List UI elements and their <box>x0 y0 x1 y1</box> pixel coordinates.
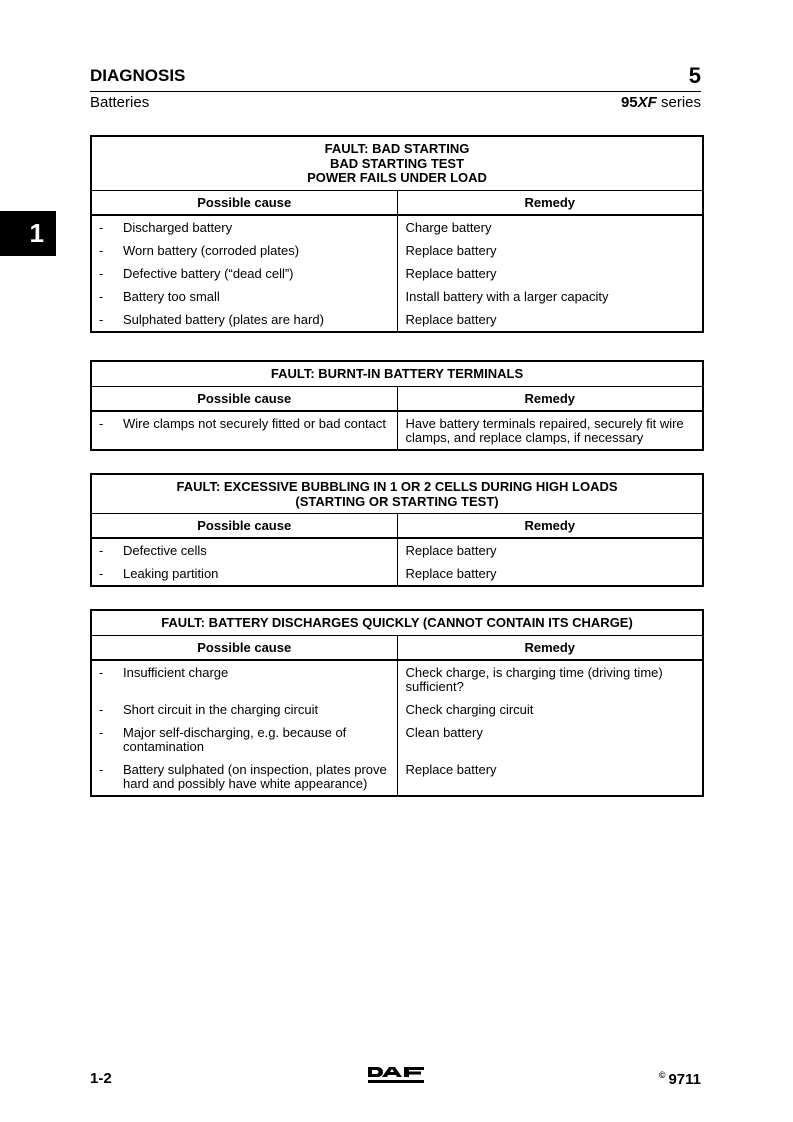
cause-text: Short circuit in the charging circuit <box>123 701 319 717</box>
cause-cell <box>91 285 397 308</box>
cause-cell <box>91 538 397 562</box>
remedy-text: Replace battery <box>405 543 497 558</box>
fault-title-line: FAULT: BURNT-IN BATTERY TERMINALS <box>270 366 524 381</box>
remedy-cell <box>397 285 703 308</box>
bullet-dash: - <box>99 219 104 235</box>
cause-cell <box>91 660 397 698</box>
remedy-text: Replace battery <box>405 566 497 581</box>
document-code: 9711 <box>668 1071 701 1088</box>
remedy-cell <box>397 660 703 698</box>
series-word: series <box>656 94 701 111</box>
remedy-text: Replace battery <box>405 311 497 327</box>
cause-text: Battery sulphated (on inspection, plates prove hard and possibly have white appearance) <box>123 761 387 791</box>
cause-cell <box>91 698 397 721</box>
column-header-cause: Possible cause <box>91 386 397 411</box>
bullet-dash: - <box>99 415 104 431</box>
bullet-dash: - <box>99 701 104 717</box>
column-header-remedy: Remedy <box>397 190 703 215</box>
column-header-remedy: Remedy <box>397 514 703 539</box>
copyright <box>659 1070 701 1088</box>
chapter-tab <box>0 211 56 256</box>
table-row <box>91 660 703 698</box>
fault-title-line: FAULT: EXCESSIVE BUBBLING IN 1 OR 2 CELLS DURING HIGH LOADS <box>176 479 618 494</box>
cause-cell <box>91 411 397 450</box>
cause-text: Battery too small <box>123 288 220 304</box>
column-header-row <box>91 514 703 539</box>
cause-cell <box>91 239 397 262</box>
fault-table <box>90 135 704 333</box>
table-row <box>91 308 703 332</box>
bullet-dash: - <box>99 311 104 327</box>
remedy-text: Have battery terminals repaired, securely fit wire clamps, and replace clamps, if necessary <box>405 415 684 445</box>
cause-text: Sulphated battery (plates are hard) <box>123 311 324 327</box>
series-label <box>621 94 701 111</box>
table-row <box>91 698 703 721</box>
remedy-cell <box>397 262 703 285</box>
bullet-dash: - <box>99 288 104 304</box>
remedy-text: Replace battery <box>405 242 497 258</box>
cause-text: Worn battery (corroded plates) <box>123 242 300 258</box>
bullet-dash: - <box>99 265 104 281</box>
header-rule <box>90 91 701 92</box>
column-header-cause: Possible cause <box>91 635 397 660</box>
remedy-text: Install battery with a larger capacity <box>405 288 609 304</box>
page-subtitle: Batteries <box>90 94 150 111</box>
series-number: 95 <box>620 94 638 111</box>
remedy-text: Charge battery <box>405 219 492 235</box>
fault-title-line: FAULT: BAD STARTING <box>324 141 470 156</box>
remedy-cell <box>397 758 703 796</box>
table-row <box>91 758 703 796</box>
cause-cell <box>91 721 397 758</box>
fault-table <box>90 360 704 451</box>
cause-text: Leaking partition <box>123 566 219 581</box>
cause-cell <box>91 758 397 796</box>
cause-text: Major self-discharging, e.g. because of contamination <box>123 724 347 754</box>
column-header-remedy: Remedy <box>397 635 703 660</box>
remedy-text: Clean battery <box>405 724 483 740</box>
remedy-cell <box>397 308 703 332</box>
cause-text: Defective cells <box>123 543 207 558</box>
fault-title <box>91 136 703 190</box>
cause-cell <box>91 562 397 586</box>
remedy-cell <box>397 698 703 721</box>
table-row <box>91 538 703 562</box>
page-title: DIAGNOSIS <box>90 66 186 85</box>
copyright-symbol: © <box>658 1070 666 1080</box>
remedy-text: Check charging circuit <box>405 701 534 717</box>
column-header-row <box>91 190 703 215</box>
remedy-cell <box>397 411 703 450</box>
fault-title-line: BAD STARTING TEST <box>329 155 465 171</box>
fault-title <box>91 474 703 514</box>
column-header-row <box>91 386 703 411</box>
bullet-dash: - <box>99 664 104 680</box>
page-number: 1-2 <box>90 1070 112 1087</box>
cause-text: Wire clamps not securely fitted or bad contact <box>123 415 387 431</box>
cause-cell <box>91 308 397 332</box>
fault-title-line: (STARTING OR STARTING TEST) <box>295 493 499 509</box>
chapter-number: 1 <box>29 218 44 248</box>
bullet-dash: - <box>99 761 104 777</box>
fault-table <box>90 609 704 797</box>
fault-title-line: FAULT: BATTERY DISCHARGES QUICKLY (CANNOT CONTAIN ITS CHARGE) <box>161 615 633 630</box>
table-row <box>91 411 703 450</box>
fault-title <box>91 610 703 635</box>
bullet-dash: - <box>99 242 104 258</box>
cause-text: Defective battery (“dead cell”) <box>123 265 294 281</box>
table-row <box>91 285 703 308</box>
daf-logo <box>367 1066 425 1085</box>
column-header-cause: Possible cause <box>91 190 397 215</box>
remedy-cell <box>397 239 703 262</box>
remedy-cell <box>397 721 703 758</box>
section-number: 5 <box>688 63 701 88</box>
table-row <box>91 562 703 586</box>
remedy-cell <box>397 562 703 586</box>
table-row <box>91 215 703 239</box>
table-row <box>91 239 703 262</box>
cause-cell <box>91 215 397 239</box>
series-model: XF <box>637 94 657 111</box>
column-header-remedy: Remedy <box>397 386 703 411</box>
remedy-cell <box>397 538 703 562</box>
remedy-cell <box>397 215 703 239</box>
remedy-text: Replace battery <box>405 761 497 777</box>
column-header-row <box>91 635 703 660</box>
table-row <box>91 721 703 758</box>
cause-text: Discharged battery <box>123 219 233 235</box>
bullet-dash: - <box>99 724 104 740</box>
table-row <box>91 262 703 285</box>
remedy-text: Replace battery <box>405 265 497 281</box>
cause-cell <box>91 262 397 285</box>
fault-table <box>90 473 704 587</box>
fault-title-line: POWER FAILS UNDER LOAD <box>307 170 487 185</box>
bullet-dash: - <box>99 543 104 558</box>
fault-title <box>91 361 703 386</box>
bullet-dash: - <box>99 566 104 581</box>
remedy-text: Check charge, is charging time (driving time) sufficient? <box>405 664 663 694</box>
column-header-cause: Possible cause <box>91 514 397 539</box>
cause-text: Insufficient charge <box>123 664 229 680</box>
